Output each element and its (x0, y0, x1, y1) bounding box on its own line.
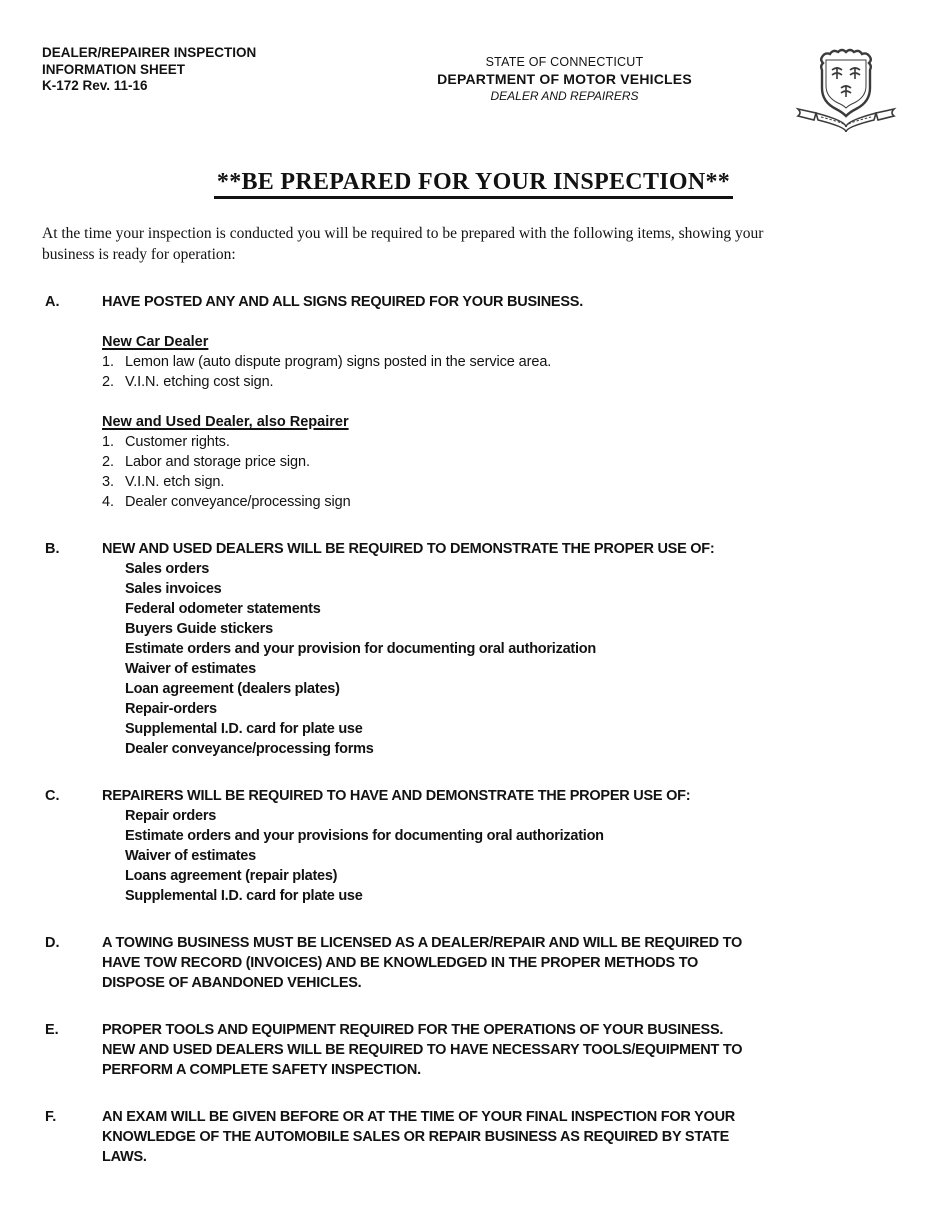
list-item: Loan agreement (dealers plates) (125, 681, 340, 697)
section-heading: NEW AND USED DEALERS WILL BE REQUIRED TO DEMONSTRATE THE PROPER USE OF: (102, 541, 715, 557)
intro-paragraph: At the time your inspection is conducted you will be required to be prepared with the following items, showing your business is ready for operation: (42, 225, 764, 263)
section-letter: E. (45, 1022, 59, 1038)
subsection-title: New Car Dealer (102, 334, 209, 350)
subsection-new-used-dealer-repairer (102, 412, 905, 512)
page-title (42, 169, 905, 196)
item-text: Customer rights. (125, 434, 230, 450)
item-number: 2. (102, 454, 114, 470)
heading-line: DISPOSE OF ABANDONED VEHICLES. (102, 975, 362, 991)
requirements-list (125, 806, 905, 906)
department-name: DEPARTMENT OF MOTOR VEHICLES (437, 71, 692, 87)
list-item: Supplemental I.D. card for plate use (125, 721, 363, 737)
list-item: Repair orders (125, 808, 217, 824)
section-heading: REPAIRERS WILL BE REQUIRED TO HAVE AND DEMONSTRATE THE PROPER USE OF: (102, 788, 691, 804)
section-a (42, 292, 905, 512)
section-content (102, 933, 905, 993)
section-letter: A. (45, 294, 60, 310)
item-number: 1. (102, 434, 114, 450)
item-text: Lemon law (auto dispute program) signs posted in the service area. (125, 354, 552, 370)
item-text: Labor and storage price sign. (125, 454, 310, 470)
connecticut-state-seal-icon (787, 47, 905, 133)
list-item (102, 432, 905, 452)
form-number: K-172 Rev. 11-16 (42, 78, 148, 93)
heading-line: PERFORM A COMPLETE SAFETY INSPECTION. (102, 1062, 421, 1078)
list-item: Estimate orders and your provision for documenting oral authorization (125, 641, 596, 657)
item-text: V.I.N. etch sign. (125, 474, 225, 490)
agency-header (342, 45, 787, 103)
section-content (102, 1107, 905, 1167)
section-f (42, 1107, 905, 1167)
list-item: Sales orders (125, 561, 210, 577)
section-content (102, 786, 905, 906)
list-item (102, 472, 905, 492)
item-number: 4. (102, 494, 114, 510)
section-heading (102, 1107, 905, 1167)
section-letter: F. (45, 1109, 57, 1125)
page-title-text: **BE PREPARED FOR YOUR INSPECTION** (214, 169, 733, 199)
document-header (42, 45, 905, 133)
list-item (102, 492, 905, 512)
item-number: 3. (102, 474, 114, 490)
heading-line: HAVE TOW RECORD (INVOICES) AND BE KNOWLEDGED IN THE PROPER METHODS TO (102, 955, 699, 971)
list-item: Waiver of estimates (125, 661, 256, 677)
form-title-line-2: INFORMATION SHEET (42, 61, 185, 77)
section-content (102, 292, 905, 512)
section-heading (102, 1020, 905, 1080)
section-letter: C. (45, 788, 60, 804)
list-item: Loans agreement (repair plates) (125, 868, 338, 884)
state-name: STATE OF CONNECTICUT (485, 55, 644, 69)
item-text: V.I.N. etching cost sign. (125, 374, 274, 390)
section-letter: B. (45, 541, 60, 557)
heading-line: AN EXAM WILL BE GIVEN BEFORE OR AT THE TIME OF YOUR FINAL INSPECTION FOR YOUR (102, 1109, 736, 1125)
heading-line: A TOWING BUSINESS MUST BE LICENSED AS A DEALER/REPAIR AND WILL BE REQUIRED TO (102, 935, 743, 951)
subsection-title: New and Used Dealer, also Repairer (102, 414, 349, 430)
list-item (102, 372, 905, 392)
section-letter: D. (45, 935, 60, 951)
section-b (42, 539, 905, 759)
section-heading: HAVE POSTED ANY AND ALL SIGNS REQUIRED FOR YOUR BUSINESS. (102, 294, 583, 310)
section-d (42, 933, 905, 993)
list-item: Supplemental I.D. card for plate use (125, 888, 363, 904)
heading-line: LAWS. (102, 1149, 147, 1165)
section-heading (102, 933, 905, 993)
section-c (42, 786, 905, 906)
division-name: DEALER AND REPAIRERS (490, 89, 639, 103)
section-content (102, 539, 905, 759)
section-e (42, 1020, 905, 1080)
heading-line: PROPER TOOLS AND EQUIPMENT REQUIRED FOR THE OPERATIONS OF YOUR BUSINESS. (102, 1022, 724, 1038)
list-item: Dealer conveyance/processing forms (125, 741, 374, 757)
list-item: Waiver of estimates (125, 848, 256, 864)
list-item: Sales invoices (125, 581, 222, 597)
list-item: Federal odometer statements (125, 601, 321, 617)
list-item: Repair-orders (125, 701, 217, 717)
sections-list (42, 292, 905, 1167)
list-item: Estimate orders and your provisions for documenting oral authorization (125, 828, 604, 844)
form-id-block (42, 45, 342, 95)
section-content (102, 1020, 905, 1080)
form-title-line-1: DEALER/REPAIRER INSPECTION (42, 45, 257, 60)
item-text: Dealer conveyance/processing sign (125, 494, 351, 510)
heading-line: NEW AND USED DEALERS WILL BE REQUIRED TO HAVE NECESSARY TOOLS/EQUIPMENT TO (102, 1042, 743, 1058)
heading-line: KNOWLEDGE OF THE AUTOMOBILE SALES OR REPAIR BUSINESS AS REQUIRED BY STATE (102, 1129, 730, 1145)
item-number: 1. (102, 354, 114, 370)
requirements-list (125, 559, 905, 759)
list-item (102, 452, 905, 472)
subsection-new-car-dealer (102, 332, 905, 392)
list-item (102, 352, 905, 372)
list-item: Buyers Guide stickers (125, 621, 273, 637)
item-number: 2. (102, 374, 114, 390)
